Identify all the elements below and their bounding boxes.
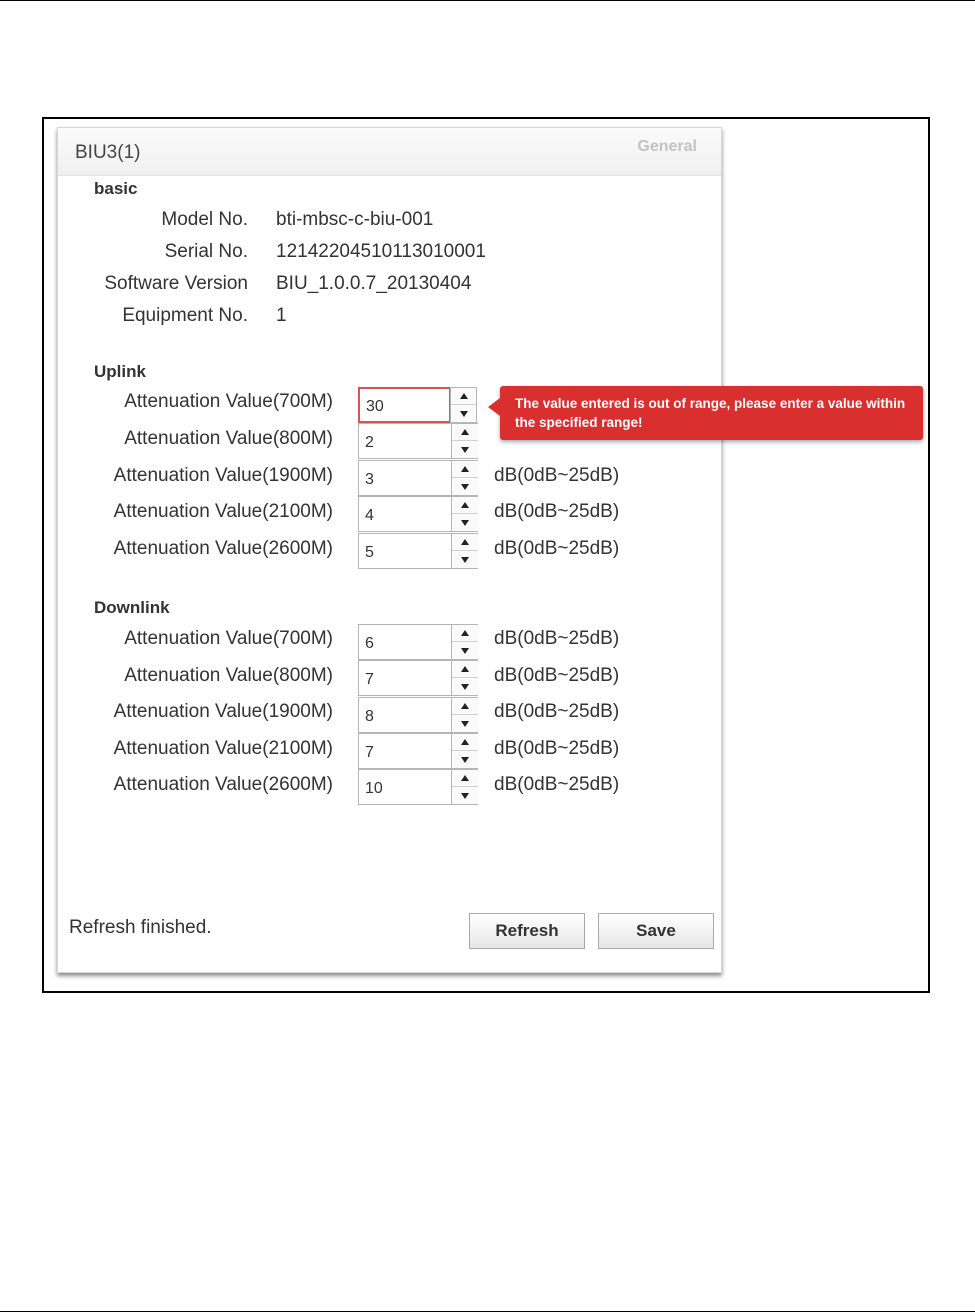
increment-button[interactable]	[452, 534, 478, 551]
arrow-up-icon	[460, 393, 468, 399]
software-version-value: BIU_1.0.0.7_20130404	[276, 273, 472, 294]
status-message: Refresh finished.	[69, 917, 212, 938]
uplink-2600m-input[interactable]	[359, 534, 451, 568]
downlink-800m-label: Attenuation Value(800M)	[124, 665, 333, 686]
uplink-700m-input[interactable]	[358, 387, 451, 423]
decrement-button[interactable]	[452, 715, 478, 732]
equipment-no-label: Equipment No.	[122, 305, 248, 326]
downlink-2100m-stepper	[358, 733, 478, 769]
model-no-label: Model No.	[161, 209, 248, 230]
arrow-up-icon	[461, 502, 469, 508]
arrow-up-icon	[461, 703, 469, 709]
basic-section-title: basic	[94, 179, 138, 198]
downlink-2100m-unit: dB(0dB~25dB)	[494, 738, 620, 759]
arrow-down-icon	[460, 411, 468, 417]
software-version-label: Software Version	[104, 273, 248, 294]
arrow-down-icon	[461, 721, 469, 727]
uplink-2100m-input[interactable]	[359, 497, 451, 531]
stepper-arrows	[450, 387, 477, 423]
arrow-down-icon	[461, 793, 469, 799]
arrow-down-icon	[461, 557, 469, 563]
decrement-button[interactable]	[451, 405, 476, 422]
refresh-button[interactable]: Refresh	[469, 913, 585, 949]
increment-button[interactable]	[452, 698, 478, 715]
arrow-up-icon	[461, 739, 469, 745]
uplink-700m-stepper	[358, 387, 478, 423]
increment-button[interactable]	[452, 461, 478, 478]
decrement-button[interactable]	[452, 678, 478, 695]
increment-button[interactable]	[452, 734, 478, 751]
arrow-up-icon	[461, 429, 469, 435]
decrement-button[interactable]	[452, 642, 478, 659]
serial-no-value: 12142204510113010001	[276, 241, 486, 262]
page-bottom-rule	[0, 1311, 975, 1312]
decrement-button[interactable]	[452, 514, 478, 531]
downlink-2600m-input[interactable]	[359, 770, 451, 804]
downlink-2100m-label: Attenuation Value(2100M)	[113, 738, 333, 759]
downlink-1900m-stepper	[358, 697, 478, 733]
uplink-700m-label: Attenuation Value(700M)	[124, 391, 333, 412]
arrow-down-icon	[461, 520, 469, 526]
increment-button[interactable]	[452, 770, 478, 787]
uplink-2100m-label: Attenuation Value(2100M)	[113, 501, 333, 522]
arrow-down-icon	[461, 648, 469, 654]
downlink-700m-stepper	[358, 624, 478, 660]
arrow-down-icon	[461, 484, 469, 490]
arrow-up-icon	[461, 666, 469, 672]
downlink-800m-input[interactable]	[359, 661, 451, 695]
uplink-2600m-label: Attenuation Value(2600M)	[113, 538, 333, 559]
panel-header	[58, 128, 721, 176]
stepper-arrows	[451, 534, 478, 568]
stepper-arrows	[451, 770, 478, 804]
downlink-800m-stepper	[358, 660, 478, 696]
arrow-down-icon	[461, 447, 469, 453]
downlink-700m-label: Attenuation Value(700M)	[124, 628, 333, 649]
stepper-arrows	[451, 734, 478, 768]
serial-no-label: Serial No.	[164, 241, 248, 262]
downlink-2600m-unit: dB(0dB~25dB)	[494, 774, 620, 795]
stepper-arrows	[451, 698, 478, 732]
model-no-value: bti-mbsc-c-biu-001	[276, 209, 434, 230]
uplink-800m-label: Attenuation Value(800M)	[124, 428, 333, 449]
uplink-2100m-stepper	[358, 496, 478, 532]
arrow-up-icon	[461, 539, 469, 545]
uplink-section-title: Uplink	[94, 362, 146, 381]
downlink-2600m-stepper	[358, 769, 478, 805]
arrow-up-icon	[461, 775, 469, 781]
uplink-800m-input[interactable]	[359, 424, 451, 458]
arrow-up-icon	[461, 466, 469, 472]
uplink-1900m-stepper	[358, 460, 478, 496]
downlink-700m-unit: dB(0dB~25dB)	[494, 628, 620, 649]
arrow-down-icon	[461, 757, 469, 763]
decrement-button[interactable]	[452, 478, 478, 495]
uplink-1900m-label: Attenuation Value(1900M)	[113, 465, 333, 486]
increment-button[interactable]	[452, 424, 478, 441]
downlink-1900m-label: Attenuation Value(1900M)	[113, 701, 333, 722]
tab-general[interactable]: General	[637, 138, 697, 155]
stepper-arrows	[451, 424, 478, 458]
downlink-section-title: Downlink	[94, 598, 170, 617]
stepper-arrows	[451, 661, 478, 695]
decrement-button[interactable]	[452, 751, 478, 768]
increment-button[interactable]	[451, 388, 476, 405]
arrow-up-icon	[461, 630, 469, 636]
downlink-2100m-input[interactable]	[359, 734, 451, 768]
uplink-1900m-unit: dB(0dB~25dB)	[494, 465, 620, 486]
stepper-arrows	[451, 461, 478, 495]
downlink-2600m-label: Attenuation Value(2600M)	[113, 774, 333, 795]
arrow-down-icon	[461, 684, 469, 690]
uplink-800m-stepper	[358, 423, 478, 459]
downlink-800m-unit: dB(0dB~25dB)	[494, 665, 620, 686]
uplink-2600m-unit: dB(0dB~25dB)	[494, 538, 620, 559]
uplink-1900m-input[interactable]	[359, 461, 451, 495]
downlink-1900m-unit: dB(0dB~25dB)	[494, 701, 620, 722]
decrement-button[interactable]	[452, 787, 478, 804]
downlink-700m-input[interactable]	[359, 625, 451, 659]
uplink-2100m-unit: dB(0dB~25dB)	[494, 501, 620, 522]
stepper-arrows	[451, 497, 478, 531]
increment-button[interactable]	[452, 625, 478, 642]
page-top-rule	[0, 0, 975, 1]
decrement-button[interactable]	[452, 551, 478, 568]
uplink-2600m-stepper	[358, 533, 478, 569]
downlink-1900m-input[interactable]	[359, 698, 451, 732]
save-button[interactable]: Save	[598, 913, 714, 949]
increment-button[interactable]	[452, 661, 478, 678]
panel-title: BIU3(1)	[75, 142, 141, 163]
decrement-button[interactable]	[452, 441, 478, 458]
increment-button[interactable]	[452, 497, 478, 514]
out-of-range-error-tooltip: The value entered is out of range, please enter a value within the specified range!	[500, 386, 923, 440]
stepper-arrows	[451, 625, 478, 659]
equipment-no-value: 1	[276, 305, 287, 326]
